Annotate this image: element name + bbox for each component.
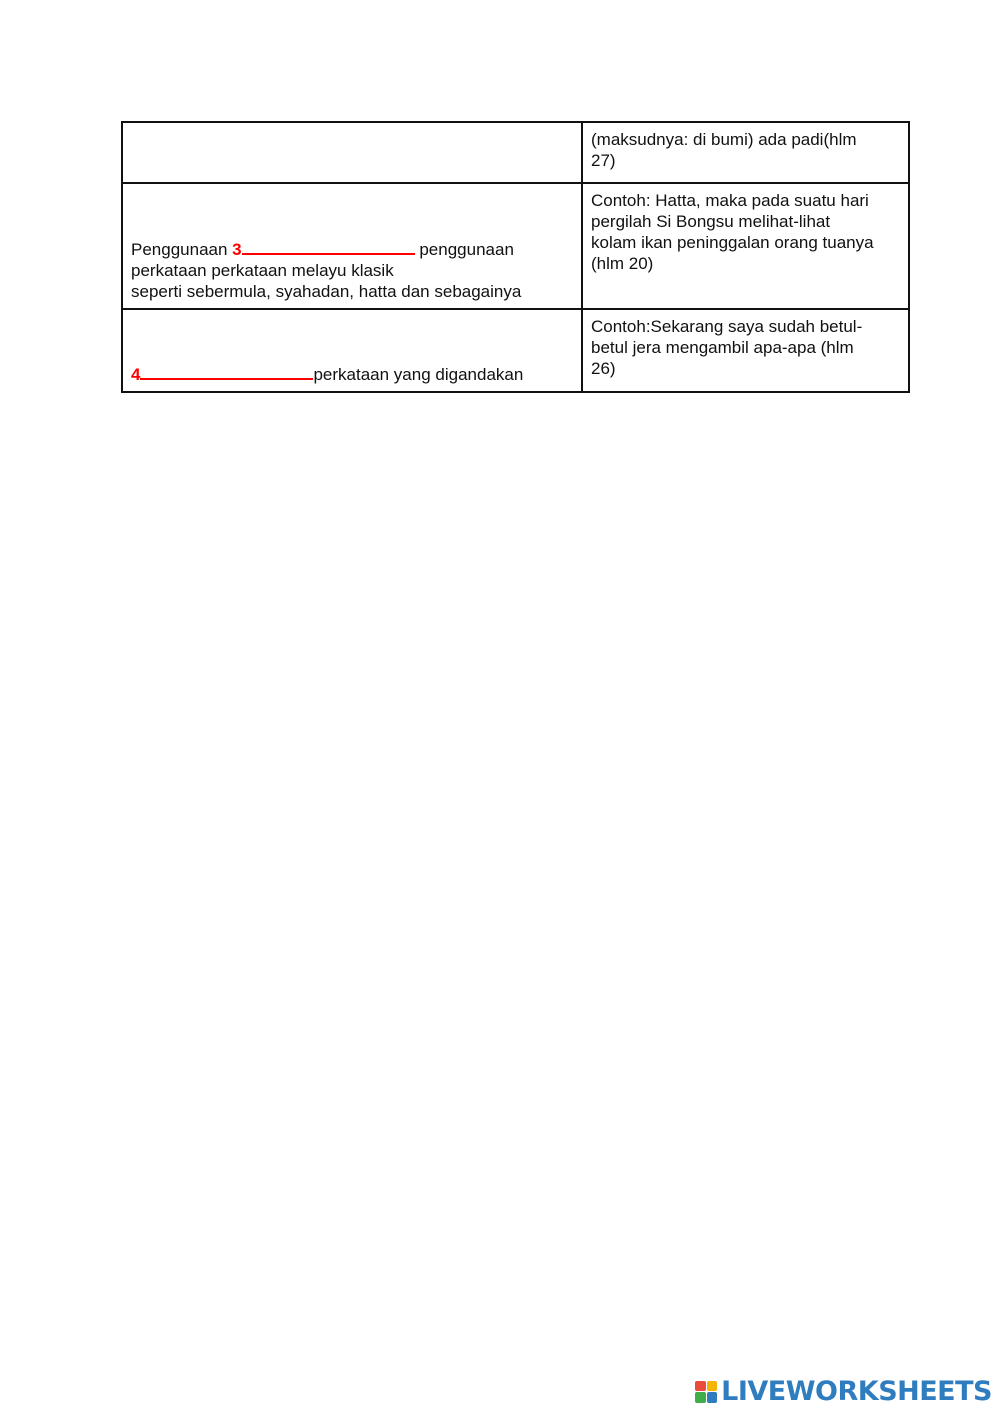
logo-tile-green	[695, 1392, 706, 1403]
watermark-text: LIVEWORKSHEETS	[721, 1376, 992, 1407]
row2-example-line-2: pergilah Si Bongsu melihat-lihat	[591, 212, 831, 231]
row2-example-line-1: Contoh: Hatta, maka pada suatu hari	[591, 191, 869, 210]
row1-left-cell	[122, 122, 582, 183]
liveworksheets-logo-icon	[695, 1381, 717, 1403]
row1-example-line-2: 27)	[591, 151, 616, 170]
row2-left-line-3: seperti sebermula, syahadan, hatta dan sebagainya	[131, 282, 522, 301]
row3-example-line-1: Contoh:Sekarang saya sudah betul-	[591, 317, 863, 336]
blank-4-number: 4	[131, 365, 141, 384]
row1-example-line-1: (maksudnya: di bumi) ada padi(hlm	[591, 130, 857, 149]
blank-3-input[interactable]	[242, 239, 415, 255]
logo-tile-red	[695, 1381, 706, 1392]
liveworksheets-watermark	[695, 1376, 992, 1407]
table-row	[122, 122, 909, 183]
row2-left-cell	[122, 183, 582, 309]
row2-example-line-4: (hlm 20)	[591, 254, 654, 273]
row3-example-line-3: 26)	[591, 359, 616, 378]
blank-3-number: 3	[232, 240, 242, 259]
table-row	[122, 183, 909, 309]
row3-suffix-text: perkataan yang digandakan	[313, 365, 524, 384]
row2-example-line-3: kolam ikan peninggalan orang tuanya	[591, 233, 874, 252]
row2-left-line-2: perkataan perkataan melayu klasik	[131, 261, 394, 280]
row2-left-line-1	[131, 239, 573, 260]
row2-right-cell	[582, 183, 909, 309]
blank-4-input[interactable]	[140, 364, 313, 380]
logo-tile-blue	[707, 1392, 718, 1403]
row1-right-cell	[582, 122, 909, 183]
logo-tile-yellow	[707, 1381, 718, 1392]
row3-right-cell	[582, 309, 909, 392]
row2-suffix-text: penggunaan	[414, 240, 514, 259]
worksheet-table	[121, 121, 910, 393]
row3-left-cell	[122, 309, 582, 392]
table-row	[122, 309, 909, 392]
row3-left-line-1	[131, 364, 573, 385]
row3-example-line-2: betul jera mengambil apa-apa (hlm	[591, 338, 854, 357]
row2-prefix-text: Penggunaan	[131, 240, 233, 259]
